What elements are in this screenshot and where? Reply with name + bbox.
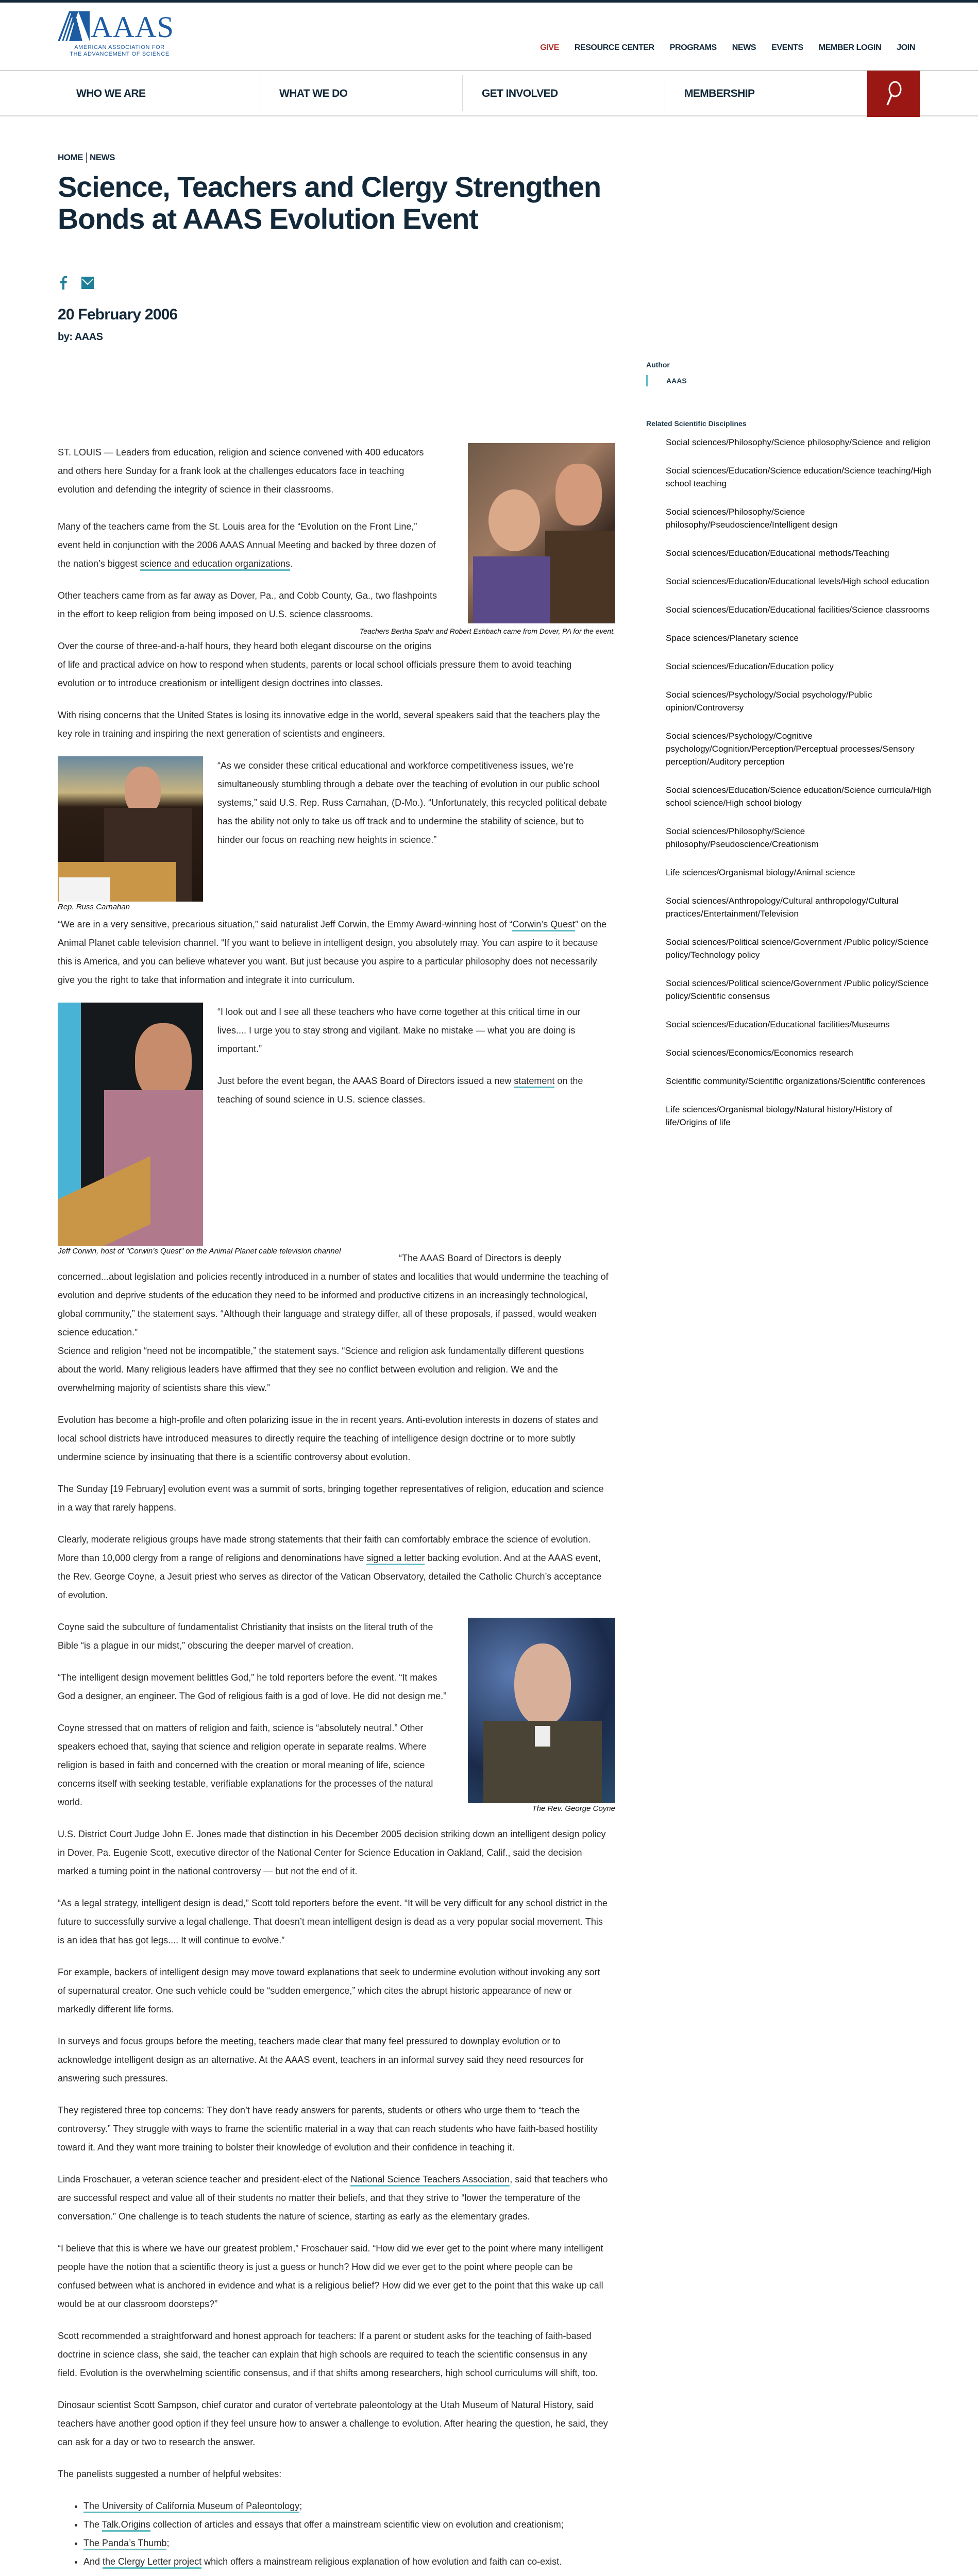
article-date: 20 February 2006: [58, 306, 178, 323]
utility-resource-center-link[interactable]: RESOURCE CENTER: [574, 43, 654, 52]
paragraph: ST. LOUIS — Leaders from education, religion and science convened with 400 educators and others here Sunday for a frank look at the challenges educators face in teaching evolution and defending the integrity of science in their classrooms.: [58, 447, 424, 495]
nav-membership[interactable]: MEMBERSHIP: [684, 88, 755, 99]
breadcrumb-news[interactable]: NEWS: [90, 152, 115, 162]
paragraph: In surveys and focus groups before the meeting, teachers made clear that many feel pressured to downplay evolution or to acknowledge intelligent design as an alternative. At the AAAS event, teachers in an informal survey said they need resources for answering such pressures.: [58, 2036, 584, 2083]
list-item: [83, 2497, 609, 2515]
paragraph: Coyne stressed that on matters of religion and faith, science is “absolutely neutral.” Other speakers echoed that, saying that science and religion operate in separate realms. Where religion is based in faith and concerned with the creation or moral meaning of life, science concerns itself with seeking testable, verifiable explanations for the processes of the natural world.: [58, 1723, 433, 1807]
nav-who-we-are[interactable]: WHO WE ARE: [76, 88, 146, 99]
list-item: [83, 2552, 609, 2571]
email-icon: [81, 277, 94, 289]
link-talk-origins[interactable]: Talk.Origins: [102, 2519, 150, 2532]
facebook-icon: [60, 276, 67, 290]
caption-corwin: Jeff Corwin, host of “Corwin’s Quest” on the Animal Planet cable television channel: [58, 1247, 341, 1256]
list-item-text: which offers a mainstream religious explanation of how evolution and faith can co-exist.: [201, 2556, 562, 2567]
discipline-item[interactable]: Social sciences/Political science/Government /Public policy/Science policy/Technology policy: [666, 937, 929, 960]
list-item-text: collection of articles and essays that offer a mainstream scientific view on evolution and creationism;: [150, 2519, 564, 2530]
photo-coyne: [468, 1618, 615, 1803]
paragraph: Dinosaur scientist Scott Sampson, chief curator and curator of vertebrate paleontology at the Utah Museum of Natural History, said teachers have another good option if they feel unsure how to answer a challenge to evolution. After hearing the question, he said, they can ask for a day or two to research the answer.: [58, 2400, 608, 2447]
paragraph: Scott recommended a straightforward and honest approach for teachers: If a parent or student asks for the teaching of faith-based doctrine in science class, she said, the teacher can explain that high schools are required to teach the scientific consensus in any field. Evolution is the overwhelming scientific consensus, and if that shifts among researchers, high school curriculums will shift, too.: [58, 2331, 598, 2378]
list-item: [83, 2534, 609, 2552]
discipline-item[interactable]: Social sciences/Education/Education policy: [666, 662, 834, 671]
discipline-item[interactable]: Life sciences/Organismal biology/Animal science: [666, 868, 855, 877]
breadcrumb-separator: [86, 152, 87, 163]
figure-corwin: [58, 1003, 203, 1246]
paragraph: [58, 1530, 609, 1604]
utility-join-link[interactable]: JOIN: [897, 43, 915, 52]
list-item-text: And: [83, 2556, 103, 2567]
aaas-logo-mark-icon: [58, 11, 90, 41]
utility-member-login-link[interactable]: MEMBER LOGIN: [818, 43, 882, 52]
paragraph: “I look out and I see all these teachers who have come together at this critical time in our lives.... I urge you to stay strong and vigilant. Make no mistake — what you are doing is important.”: [217, 1007, 581, 1054]
paragraph: Evolution has become a high-profile and often polarizing issue in the in recent years. Anti-evolution interests in dozens of states and local school districts have introduced measures to directly require the teaching of intelligence design doctrine or to more subtly undermine science by insinuating that there is a scientific controversy about evolution.: [58, 1415, 598, 1462]
caption-spahr-eshbach: Teachers Bertha Spahr and Robert Eshbach came from Dover, PA for the event.: [360, 627, 615, 635]
utility-give-link[interactable]: GIVE: [540, 43, 559, 52]
discipline-item[interactable]: Life sciences/Organismal biology/Natural history/History of life/Origins of life: [666, 1105, 892, 1127]
paragraph: U.S. District Court Judge John E. Jones made that distinction in his December 2005 decision striking down an intelligent design policy in Dover, Pa. Eugenie Scott, executive director of the National Center for Science Education in Oakland, Calif., said the decision marked a turning point in the national controversy — but not the end of it.: [58, 1829, 606, 1876]
figure-carnahan: [58, 756, 203, 912]
aaas-logo[interactable]: [58, 11, 181, 59]
paragraph-text: Just before the event began, the AAAS Board of Directors issued a new: [217, 1076, 514, 1086]
paragraph: “The AAAS Board of Directors is deeply concerned...about legislation and policies recently introduced in a number of states and localities that would undermine the teaching of evolution and deprive students of the education they need to be informed and productive citizens in an increasingly technological, global community,” the statement says. “Although their language and strategy differ, all of these proposals, if passed, would weaken science education.”: [58, 1253, 609, 1337]
paragraph: Over the course of three-and-a-half hours, they heard both elegant discourse on the origins of life and practical advice on how to respond when students, parents or local school officials pressure them to avoid teaching evolution or to introduce creationism or intelligent design doctrines into classes.: [58, 641, 572, 688]
share-bar: [60, 276, 94, 292]
discipline-item[interactable]: Scientific community/Scientific organizations/Scientific conferences: [666, 1076, 925, 1086]
breadcrumb-home[interactable]: HOME: [58, 152, 83, 162]
link-corwins-quest[interactable]: Corwin’s Quest: [512, 919, 575, 931]
figure-spahr-eshbach: [360, 443, 615, 636]
utility-events-link[interactable]: EVENTS: [771, 43, 803, 52]
paragraph: [58, 2170, 609, 2226]
paragraph: “As a legal strategy, intelligent design is dead,” Scott told reporters before the event. “It will be very difficult for any school district in the future to successfully survive a legal challenge. That doesn’t mean intelligent design is dead as a very popular social movement. This is an idea that has got legs.... It will continue to evolve.”: [58, 1898, 608, 1945]
author-heading: Author: [646, 361, 670, 369]
link-ucmp[interactable]: The University of California Museum of Paleontology: [83, 2501, 299, 2513]
paragraph: “I believe that this is where we have our greatest problem,” Froschauer said. “How did we ever get to the point where many intelligent people have the notion that a scientific theory is just a guess or hunch? How did we ever get to the point where people can be confused between what is anchored in evidence and what is a religious belief? How did we ever get to the point that this wake up call would be at our classroom doorsteps?”: [58, 2243, 603, 2309]
discipline-item[interactable]: Social sciences/Education/Educational levels/High school education: [666, 577, 930, 586]
website-list: [83, 2497, 609, 2571]
discipline-item[interactable]: Social sciences/Anthropology/Cultural anthropology/Cultural practices/Entertainment/Television: [666, 896, 899, 919]
paragraph-text: “We are in a very sensitive, precarious situation,” said naturalist Jeff Corwin, the Emmy Award-winning host of “: [58, 919, 513, 929]
link-clergy-letter-project[interactable]: the Clergy Letter project: [103, 2556, 201, 2569]
discipline-item[interactable]: Social sciences/Philosophy/Science philosophy/Science and religion: [666, 437, 931, 447]
logo-subtitle: [58, 44, 181, 58]
list-item-text: ;: [299, 2501, 302, 2511]
article-byline: by: AAAS: [58, 331, 103, 343]
search-button[interactable]: [867, 71, 920, 117]
article-body: [58, 443, 615, 2576]
discipline-item[interactable]: Social sciences/Psychology/Cognitive psychology/Cognition/Perception/Perceptual processes/Sensory perception/Auditory perception: [666, 731, 915, 767]
search-icon: [885, 80, 902, 107]
top-strip: [0, 0, 978, 3]
discipline-item[interactable]: Social sciences/Education/Educational facilities/Museums: [666, 1020, 890, 1029]
list-item-text: The: [83, 2519, 102, 2530]
paragraph-text: Clearly, moderate religious groups have made strong statements that their faith can comfortably embrace the science of evolution. More than 10,000 clergy from a range of religions and denominations have: [58, 1534, 591, 1563]
link-science-education-organizations[interactable]: science and education organizations: [140, 558, 290, 571]
paragraph-text: backing evolution. And at the AAAS event, the Rev. George Coyne, a Jesuit priest who serves as director of the Vatican Observatory, detailed the Catholic Church’s acceptance of evolution.: [58, 1553, 602, 1600]
nav-divider: [462, 75, 463, 111]
paragraph: They registered three top concerns: They don’t have ready answers for parents, students or others who urge them to “teach the controversy.” They struggle with ways to frame the scientific material in a way that can reach students who have faith-based hostility toward it. And they want more training to bolster their knowledge of evolution and their confidence in teaching it.: [58, 2105, 598, 2153]
discipline-item[interactable]: Social sciences/Psychology/Social psychology/Public opinion/Controversy: [666, 690, 872, 713]
discipline-item[interactable]: Social sciences/Philosophy/Science philosophy/Pseudoscience/Intelligent design: [666, 507, 838, 530]
list-item: [83, 2515, 609, 2534]
discipline-item[interactable]: Social sciences/Education/Science education/Science curricula/High school science/High school biology: [666, 785, 932, 808]
paragraph: For example, backers of intelligent design may move toward explanations that seek to undermine evolution without invoking any sort of supernatural creator. One such vehicle could be “sudden emergence,” which cites the abrupt historic appearance of new or markedly different life forms.: [58, 1967, 600, 2014]
share-email[interactable]: [81, 277, 94, 292]
link-pandas-thumb[interactable]: The Panda’s Thumb: [83, 2538, 166, 2550]
paragraph-text: Many of the teachers came from the St. Louis area for the “Evolution on the Front Line,” event held in conjunction with the 2006 AAAS Annual Meeting and backed by three dozen of the nation’s biggest: [58, 521, 436, 569]
link-signed-a-letter[interactable]: signed a letter: [366, 1553, 425, 1565]
photo-spahr-eshbach: [468, 443, 615, 623]
discipline-item[interactable]: Social sciences/Political science/Government /Public policy/Science policy/Scientific consensus: [666, 978, 929, 1001]
paragraph: The panelists suggested a number of helpful websites:: [58, 2469, 282, 2479]
caption-carnahan: Rep. Russ Carnahan: [58, 903, 130, 911]
discipline-item[interactable]: Space sciences/Planetary science: [666, 633, 799, 643]
photo-carnahan: [58, 756, 203, 902]
discipline-item[interactable]: Social sciences/Education/Science education/Science teaching/High school teaching: [666, 466, 932, 488]
discipline-item[interactable]: Social sciences/Economics/Economics research: [666, 1048, 853, 1058]
sidebar: [646, 361, 935, 1144]
utility-nav: [540, 43, 915, 53]
share-facebook[interactable]: [60, 276, 67, 292]
paragraph: With rising concerns that the United States is losing its innovative edge in the world, several speakers said that the teachers play the key role in training and inspiring the next generation of scientists and engineers.: [58, 710, 600, 739]
nav-what-we-do[interactable]: WHAT WE DO: [279, 88, 348, 99]
paragraph: “As we consider these critical educational and workforce competitiveness issues, we’re simultaneously stumbling through a debate over the teaching of evolution in our public school systems,” said U.S. Rep. Russ Carnahan, (D-Mo.). “Unfortunately, this recycled political debate has the ability not only to take us off track and to undermine the stability of science, but to hinder our focus on reaching new heights in science.”: [217, 760, 607, 845]
paragraph: Coyne said the subculture of fundamentalist Christianity that insists on the literal truth of the Bible “is a plague in our midst,” obscuring the deeper marvel of creation.: [58, 1622, 433, 1651]
logo-subtitle-line2: THE ADVANCEMENT OF SCIENCE: [70, 51, 170, 57]
discipline-item[interactable]: Social sciences/Education/Educational methods/Teaching: [666, 548, 889, 558]
paragraph-text: Linda Froschauer, a veteran science teacher and president-elect of the: [58, 2174, 351, 2184]
list-item-text: ;: [166, 2538, 170, 2548]
paragraph: Science and religion “need not be incompatible,” the statement says. “Science and religion ask fundamentally different questions about the world. Many religious leaders have affirmed that they see no conflict between evolution and religion. We and the overwhelming majority of scientists share this view.”: [58, 1346, 584, 1393]
caption-coyne: The Rev. George Coyne: [532, 1804, 615, 1813]
discipline-item[interactable]: Social sciences/Education/Educational facilities/Science classrooms: [666, 605, 930, 615]
paragraph-text: , said that teachers who are successful respect and value all of their students no matter their beliefs, and that they strive to “lower the temperature of the conversation.” One challenge is to teach students the nature of science, starting as early as the elementary grades.: [58, 2174, 608, 2222]
breadcrumb: [58, 152, 115, 163]
utility-programs-link[interactable]: PROGRAMS: [669, 43, 717, 52]
paragraph-text: ” on the Animal Planet cable television channel. “If you want to believe in intelligent design, you absolutely may. You can aspire to it because this is America, and you can believe whatever you want. But just because you aspire to a particular philosophy does not necessarily give you the right to take that information and integrate it into curriculum.: [58, 919, 607, 985]
discipline-item[interactable]: Social sciences/Philosophy/Science philosophy/Pseudoscience/Creationism: [666, 826, 819, 849]
logo-wordmark: AAAS: [91, 10, 174, 44]
paragraph: Other teachers came from as far away as Dover, Pa., and Cobb County, Ga., two flashpoints in the effort to keep religion from being imposed on U.S. science classrooms.: [58, 590, 437, 619]
nav-get-involved[interactable]: GET INVOLVED: [482, 88, 558, 99]
paragraph: [58, 915, 609, 989]
utility-news-link[interactable]: NEWS: [732, 43, 756, 52]
link-nsta[interactable]: National Science Teachers Association: [350, 2174, 510, 2187]
logo-subtitle-line1: AMERICAN ASSOCIATION FOR: [74, 44, 165, 50]
author-name[interactable]: AAAS: [646, 375, 935, 386]
paragraph: The Sunday [19 February] evolution event was a summit of sorts, bringing together representatives of religion, education and science in a way that rarely happens.: [58, 1484, 604, 1513]
figure-coyne: [466, 1618, 615, 1814]
page-title: Science, Teachers and Clergy Strengthen Bonds at AAAS Evolution Event: [58, 171, 601, 235]
paragraph: “The intelligent design movement belittles God,” he told reporters before the event. “It makes God a designer, an engineer. The God of religious faith is a god of love. He did not design me.”: [58, 1672, 447, 1701]
paragraph-text: on the teaching of sound science in U.S. science classes.: [217, 1076, 583, 1105]
disciplines-list: [646, 436, 935, 1129]
link-statement[interactable]: statement: [514, 1076, 554, 1088]
paragraph-text: .: [290, 558, 293, 569]
main-nav: [0, 70, 978, 116]
disciplines-heading: Related Scientific Disciplines: [646, 419, 747, 428]
photo-corwin: [58, 1003, 203, 1246]
